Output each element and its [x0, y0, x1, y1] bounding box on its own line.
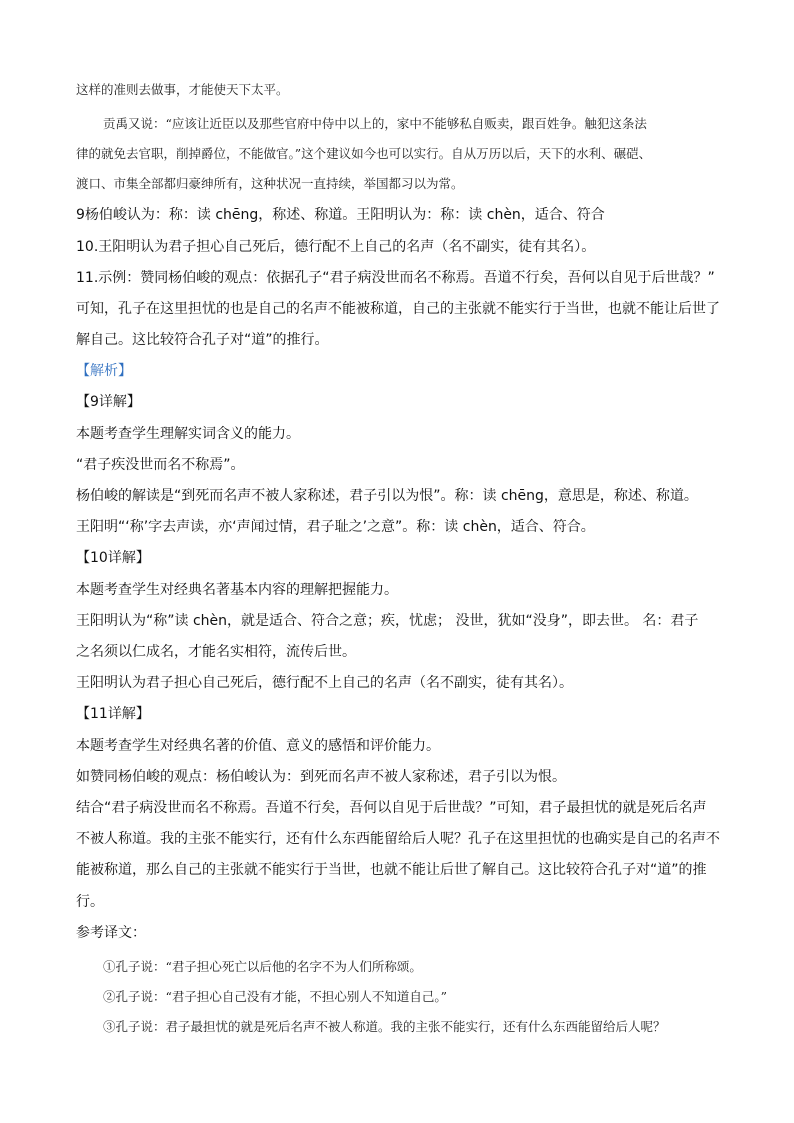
q10-line-3: 之名须以仁成名，才能名实相符，流传后世。: [76, 644, 356, 660]
q11-line-5: 能被称道，那么自己的主张就不能实行于当世，也就不能让后世了解自己。这比较符合孔子对“道”的推: [76, 862, 707, 878]
analysis-heading: 【解析】: [76, 363, 132, 379]
q9-heading: 【9详解】: [76, 394, 141, 410]
q10-line-1: 本题考查学生对经典名著基本内容的理解把握能力。: [76, 582, 398, 598]
continuation-line-3: 律的就免去官职，削掉爵位，不能做官。”这个建议如今也可以实行。自从万历以后，天下的水利、碾硙、: [76, 146, 652, 161]
answer-11-line-3: 解自己。这比较符合孔子对“道”的推行。: [76, 332, 329, 348]
q11-line-4: 不被人称道。我的主张不能实行，还有什么东西能留给后人呢？孔子在这里担忧的也确实是自己的名声不: [76, 831, 720, 847]
answer-11-line-2: 可知，孔子在这里担忧的也是自己的名声不能被称道，自己的主张就不能实行于当世，也就不能让后世了: [76, 301, 720, 317]
translation-heading: 参考译文：: [76, 925, 146, 941]
q10-line-2: 王阳明认为“称”读 chèn，就是适合、符合之意；疾，忧虑； 没世，犹如“没身”，即去世。 名：君子: [76, 613, 699, 629]
q9-line-3: 杨伯峻的解读是“到死而名声不被人家称述，君子引以为恨”。称：读 chēng，意思是，称述、称道。: [76, 488, 698, 504]
q11-line-2: 如赞同杨伯峻的观点：杨伯峻认为：到死而名声不被人家称述，君子引以为恨。: [76, 769, 566, 785]
translation-line-3: ③孔子说：君子最担忧的就是死后名声不被人称道。我的主张不能实行，还有什么东西能留给后人呢？: [103, 1019, 666, 1034]
q11-heading: 【11详解】: [76, 706, 150, 722]
answer-11-line-1: 11.示例：赞同杨伯峻的观点：依据孔子“君子病没世而名不称焉。吾道不行矣，吾何以自见于后世哉？”: [76, 270, 715, 286]
q11-line-3: 结合“君子病没世而名不称焉。吾道不行矣，吾何以自见于后世哉？”可知，君子最担忧的就是死后名声: [76, 800, 707, 816]
continuation-line-2: 贡禹又说：“应该让近臣以及那些官府中侍中以上的，家中不能够私自贩卖，跟百姓争。触犯这条法: [103, 116, 647, 131]
q11-line-1: 本题考查学生对经典名著的价值、意义的感悟和评价能力。: [76, 738, 440, 754]
translation-line-1: ①孔子说：“君子担心死亡以后他的名字不为人们所称颂。: [103, 959, 422, 974]
continuation-line-4: 渡口、市集全部都归豪绅所有，这种状况一直持续，举国都习以为常。: [76, 176, 464, 191]
q10-line-4: 王阳明认为君子担心自己死后，德行配不上自己的名声（名不副实，徒有其名）。: [76, 675, 573, 691]
q9-line-4: 王阳明“‘称’字去声读，亦‘声闻过情，君子耻之’之意”。称：读 chèn，适合、符合。: [76, 519, 595, 535]
q11-line-6: 行。: [76, 894, 104, 910]
answer-10: 10.王阳明认为君子担心自己死后，德行配不上自己的名声（名不副实，徒有其名）。: [76, 239, 596, 255]
q9-line-2: “君子疾没世而名不称焉”。: [76, 457, 245, 473]
q9-line-1: 本题考查学生理解实词含义的能力。: [76, 426, 300, 442]
q10-heading: 【10详解】: [76, 550, 150, 566]
answer-9: 9杨伯峻认为：称：读 chēng，称述、称道。王阳明认为：称：读 chèn，适合、符合: [76, 207, 605, 223]
translation-line-2: ②孔子说：“君子担心自己没有才能，不担心别人不知道自己。”: [103, 989, 448, 1004]
continuation-line-1: 这样的准则去做事，才能使天下太平。: [76, 82, 289, 97]
